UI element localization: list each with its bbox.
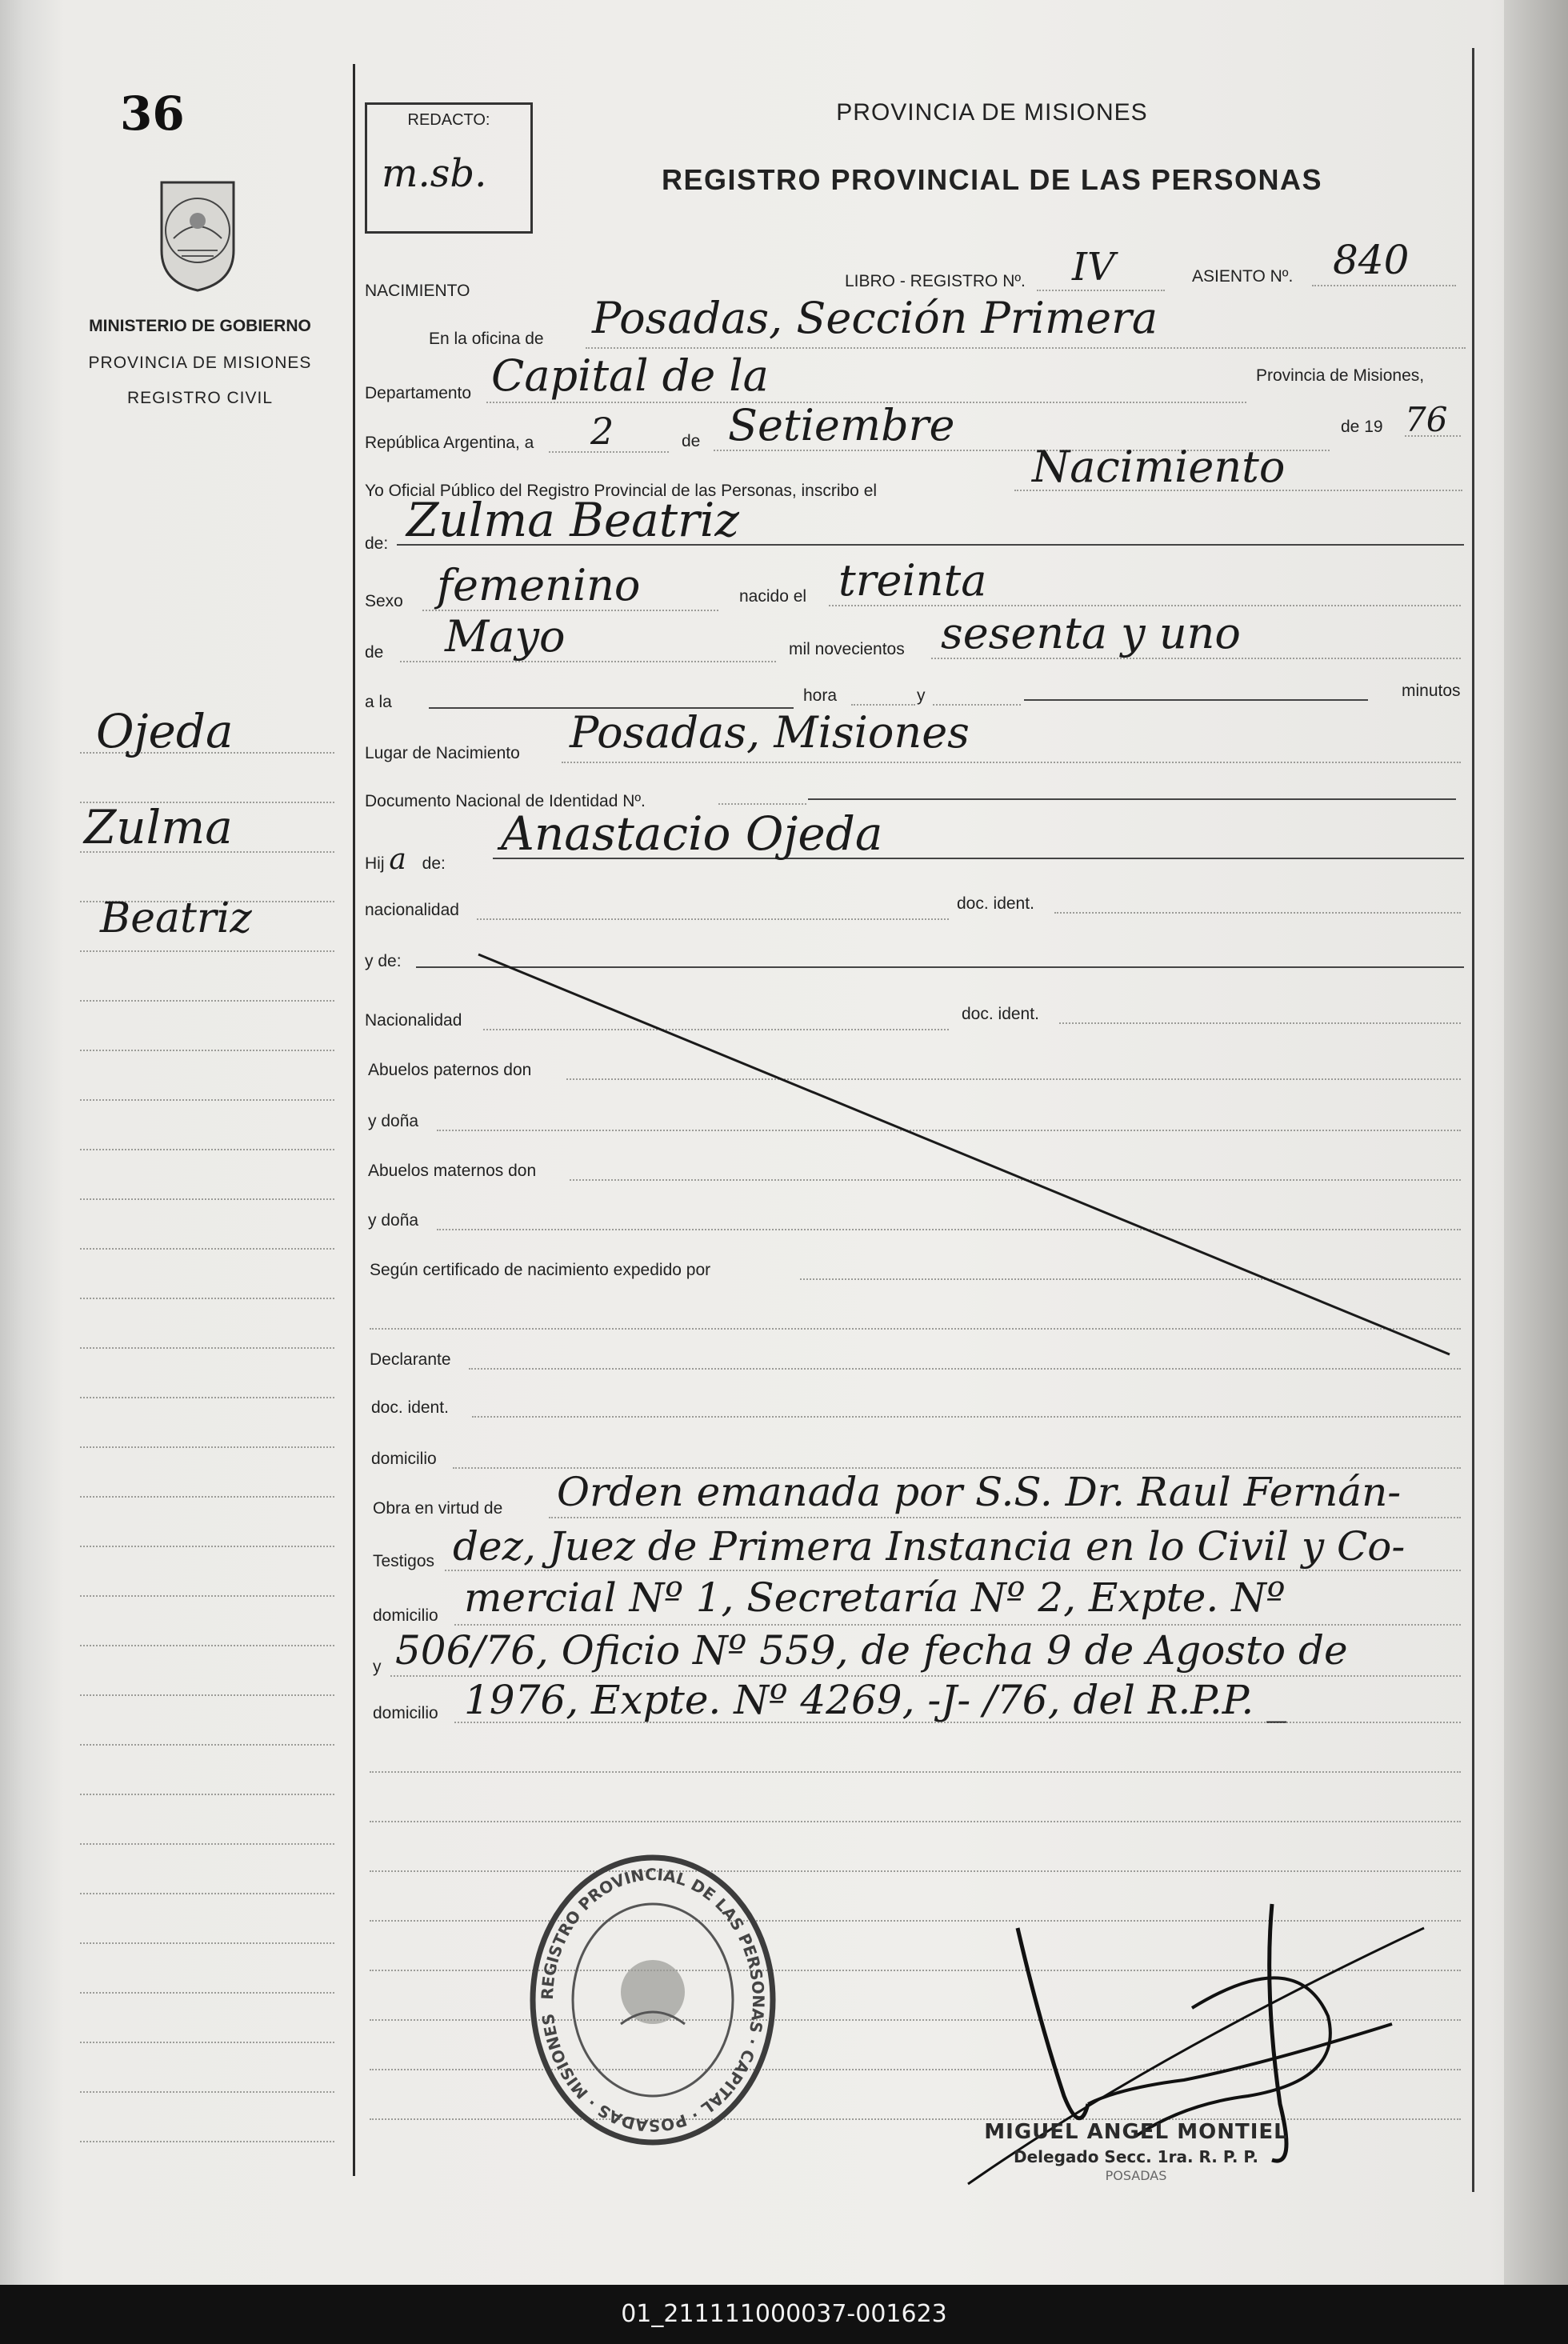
official-seal-icon [525,1848,781,2152]
body-line5: 1976, Expte. Nº 4269, -J- /76, del R.P.P. _ [464,1677,1287,1723]
sexo-value: femenino [437,560,641,610]
body-line1: Orden emanada por S.S. Dr. Raul Fernán- [557,1469,1402,1515]
departamento-value: Capital de la [491,350,769,401]
month-value: Setiembre [728,400,955,450]
year-label: de 19 [1341,418,1383,436]
hora-label: hora [803,686,838,705]
ministry-seal-icon [146,174,250,294]
margin-ruled-line [80,1694,334,1696]
departamento-label: Departamento [365,384,472,402]
cancellation-line [472,948,1456,1364]
margin-ruled-line [80,1893,334,1894]
oficial-label: Yo Oficial Público del Registro Provincial de las Personas, inscribo el [365,482,878,500]
margin-ruled-line [80,1744,334,1746]
docident3-label: doc. ident. [371,1398,449,1417]
dni-value-line [808,798,1456,800]
docident-line [1054,912,1461,914]
declarante-line [469,1368,1461,1370]
y2-label: y [373,1658,382,1676]
page-number: 36 [120,86,185,141]
declarante-label: Declarante [370,1350,451,1369]
y-line [933,704,1021,706]
oficina-label: En la oficina de [429,330,544,348]
mes-value: Mayo [445,611,566,662]
domicilio2-label: domicilio [373,1606,438,1625]
domicilio3-label: domicilio [373,1704,438,1722]
abuelos-mat-label: Abuelos maternos don [368,1162,537,1180]
hijo-suffix: a [389,843,406,876]
margin-ruled-line [80,1347,334,1349]
margin-ruled-line [80,1050,334,1051]
nacionalidad-line [477,918,949,920]
y-label: y [917,686,926,705]
nacido-value: treinta [838,555,987,606]
acto-value: Nacimiento [1032,442,1286,492]
margin-ruled-line [80,1248,334,1250]
margin-ruled-line [80,1546,334,1547]
de-label: de [682,432,701,450]
margin-ruled-line [80,2141,334,2142]
hijo-label-a: Hij [365,854,385,873]
ala-label: a la [365,693,392,711]
docident2-label: doc. ident. [962,1005,1039,1023]
officer-stamp [912,2120,1360,2183]
docident-label: doc. ident. [957,894,1034,913]
name-value: Zulma Beatriz [406,493,739,547]
margin-ruled-line [80,1000,334,1002]
lugar-value: Posadas, Misiones [570,707,970,758]
ministry-line2: PROVINCIA DE MISIONES [88,354,312,372]
ministry-line3: REGISTRO CIVIL [126,389,274,407]
yde-label: y de: [365,952,402,970]
sexo-label: Sexo [365,592,403,610]
libro-line [1037,290,1165,291]
redacto-initials: m.sb. [382,151,487,196]
ydona1-label: y doña [368,1112,419,1130]
obra-line [549,1517,1461,1518]
seal-text: REGISTRO PROVINCIAL DE LAS PERSONAS · CAPITAL · POSADAS · MISIONES [537,1864,769,2136]
nacionalidad2-label: Nacionalidad [365,1011,462,1030]
obra-label: Obra en virtud de [373,1499,503,1518]
margin-ruled-line [80,1397,334,1398]
domicilio2-line [454,1624,1461,1626]
lugar-line [562,762,1461,763]
redacto-box [365,102,533,234]
de-name-label: de: [365,534,389,553]
frame-left-line [353,64,355,2176]
redacto-label: REDACTO: [407,111,490,129]
de2-label: de [365,643,384,662]
body-ruled-line [370,1771,1461,1773]
asiento-line [1312,285,1456,286]
docident3-line [472,1416,1461,1418]
nacido-label: nacido el [739,587,807,606]
margin-ruled-line [80,1198,334,1200]
mil-label: mil novecientos [789,640,905,658]
margin-ruled-line [80,1595,334,1597]
stamp-role: Delegado Secc. 1ra. R. P. P. [1014,2147,1258,2166]
lugar-label: Lugar de Nacimiento [365,744,520,762]
padre-value: Anastacio Ojeda [501,806,883,861]
dni-line [718,803,806,805]
ministry-line1: MINISTERIO DE GOBIERNO [89,317,311,335]
hora-line [851,704,915,706]
oficina-line [586,347,1466,349]
margin-ruled-line [80,1446,334,1448]
margin-ruled-line [80,1496,334,1498]
hijo-label-b: de: [422,854,446,873]
margin-ruled-line [80,950,334,952]
margin-ruled-line [80,1149,334,1150]
header-province: PROVINCIA DE MISIONES [836,99,1148,126]
stamp-city: POSADAS [1105,2168,1167,2183]
nacimiento-label: NACIMIENTO [365,282,470,300]
body-line4: 506/76, Oficio Nº 559, de fecha 9 de Agosto de [395,1627,1348,1674]
testigos-line [445,1570,1461,1571]
margin-ruled-line [80,1843,334,1845]
stamp-name: MIGUEL ANGEL MONTIEL [984,2120,1288,2144]
margin-ruled-line [80,2042,334,2043]
margin-ruled-line [80,1992,334,1994]
margin-first-name: Zulma [84,800,233,854]
margin-ruled-line [80,1645,334,1646]
dni-label: Documento Nacional de Identidad Nº. [365,792,646,810]
margin-ruled-line [80,1298,334,1299]
republica-label: República Argentina, a [365,434,534,452]
segun-label: Según certificado de nacimiento expedido por [370,1261,711,1279]
year-value: 76 [1405,400,1448,439]
body-ruled-line [370,1821,1461,1822]
abuelos-pat-label: Abuelos paternos don [368,1061,532,1079]
minutos-line [1024,699,1368,701]
image-caption: 01_211111000037-001623 [0,2285,1568,2344]
margin-second-name: Beatriz [100,894,252,942]
asiento-value: 840 [1333,237,1410,283]
domicilio-label: domicilio [371,1450,437,1468]
margin-ruled-line [80,1794,334,1795]
margin-surname: Ojeda [96,704,234,758]
margin-ruled-line [80,1942,334,1944]
libro-value: IV [1072,245,1115,290]
asiento-label: ASIENTO Nº. [1192,267,1294,286]
page-edge-right [1504,0,1568,2285]
header-title: REGISTRO PROVINCIAL DE LAS PERSONAS [662,163,1322,196]
testigos-label: Testigos [373,1552,435,1570]
nacionalidad-label: nacionalidad [365,901,459,919]
provincia-label: Provincia de Misiones, [1256,366,1425,385]
libro-label: LIBRO - REGISTRO Nº. [845,272,1026,290]
body-line3: mercial Nº 1, Secretaría Nº 2, Expte. Nº [464,1574,1286,1621]
ydona2-label: y doña [368,1211,419,1230]
margin-ruled-line [80,2091,334,2093]
body-line2: dez, Juez de Primera Instancia en lo Civil y Co- [453,1523,1406,1570]
frame-right-line [1472,48,1474,2192]
oficina-value: Posadas, Sección Primera [592,293,1158,343]
hijo-label [365,843,446,876]
minutos-label: minutos [1402,682,1461,700]
margin-ruled-line [80,1099,334,1101]
mil-value: sesenta y uno [941,608,1241,658]
day-value: 2 [590,410,614,453]
